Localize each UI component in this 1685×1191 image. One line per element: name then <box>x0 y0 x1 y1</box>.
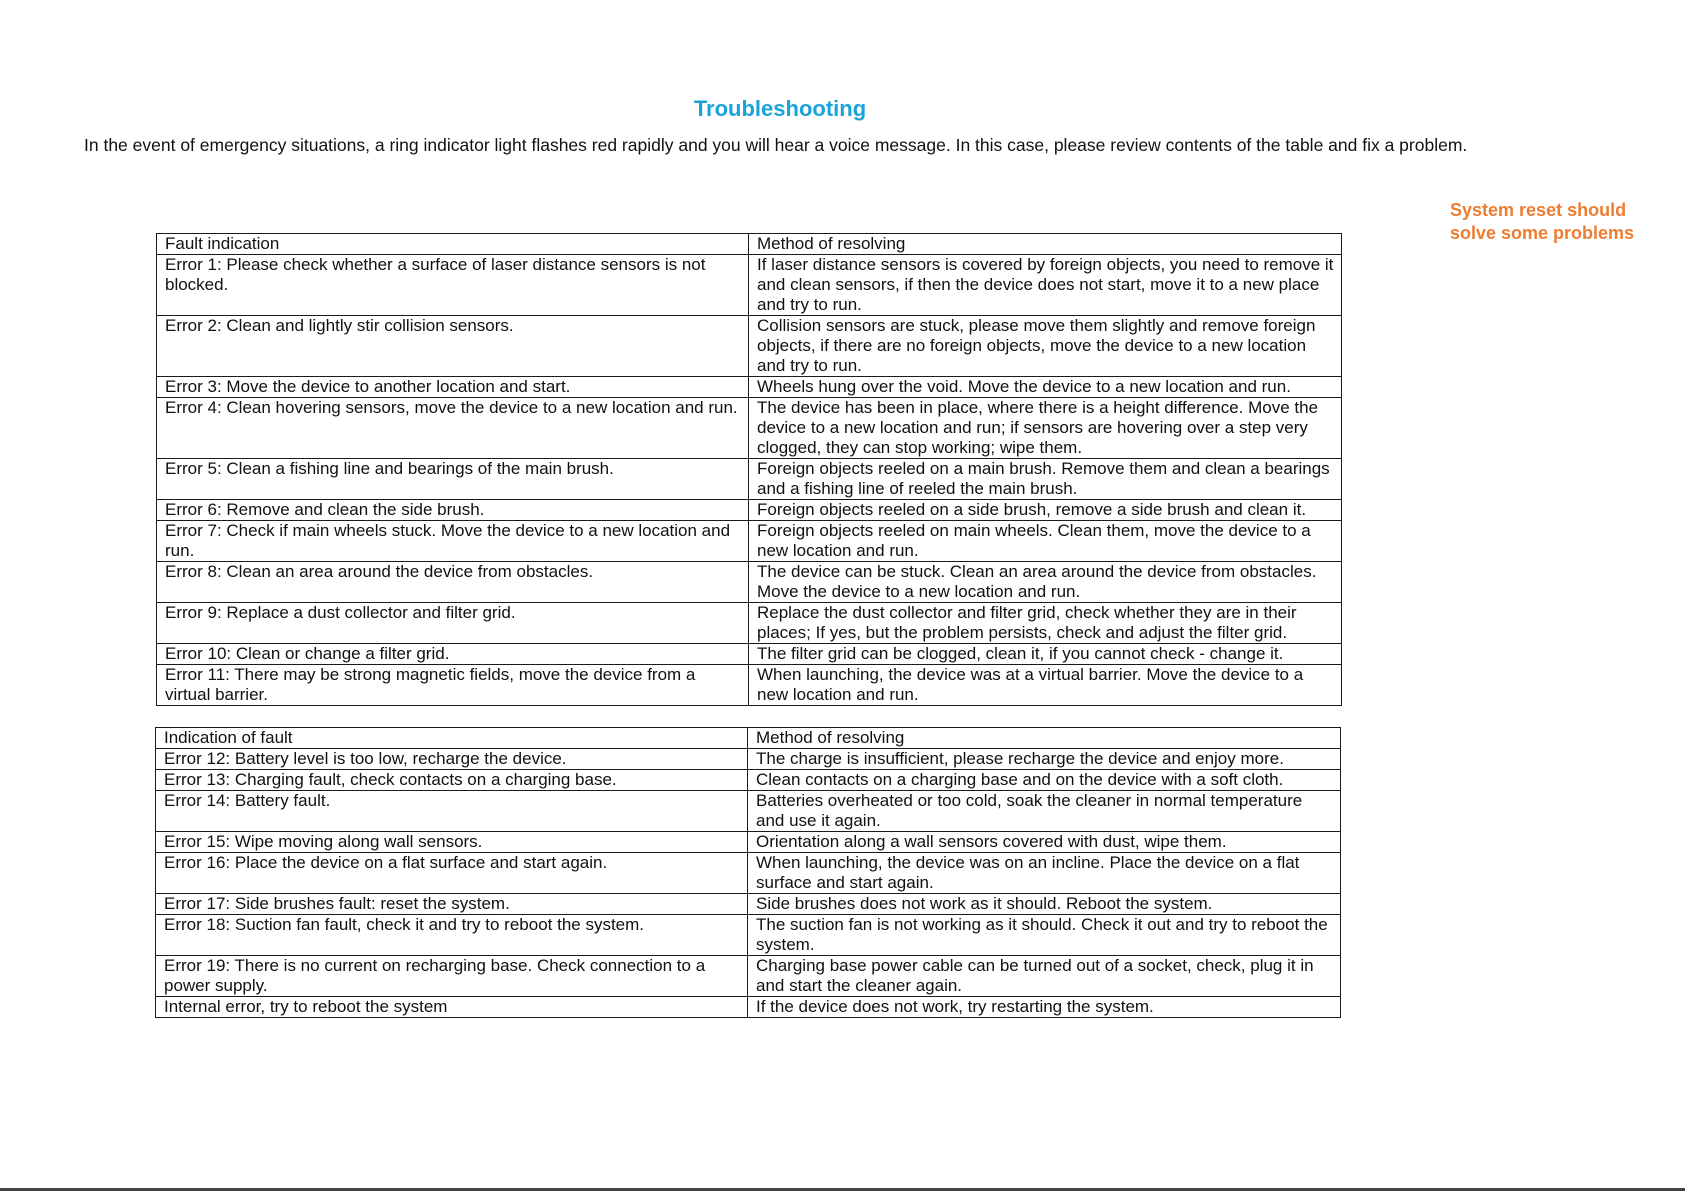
resolution-cell: The device can be stuck. Clean an area around the device from obstacles. Move the device to a new location and run. <box>749 562 1342 603</box>
fault-cell: Error 13: Charging fault, check contacts on a charging base. <box>156 770 748 791</box>
fault-cell: Error 4: Clean hovering sensors, move the device to a new location and run. <box>157 398 749 459</box>
resolution-cell: If laser distance sensors is covered by foreign objects, you need to remove it and clean sensors, if then the device does not start, move it to a new place and try to run. <box>749 255 1342 316</box>
resolution-cell: Charging base power cable can be turned out of a socket, check, plug it in and start the cleaner again. <box>748 956 1341 997</box>
resolution-cell: Foreign objects reeled on a main brush. Remove them and clean a bearings and a fishing line of reeled the main brush. <box>749 459 1342 500</box>
fault-cell: Error 7: Check if main wheels stuck. Move the device to a new location and run. <box>157 521 749 562</box>
page-title: Troubleshooting <box>693 96 867 121</box>
intro-paragraph: In the event of emergency situations, a ring indicator light flashes red rapidly and you will hear a voice message. In this case, please review contents of the table and fix a problem. <box>84 135 1468 155</box>
table-row <box>157 459 1342 500</box>
resolution-cell: The charge is insufficient, please recharge the device and enjoy more. <box>748 749 1341 770</box>
resolution-cell: The suction fan is not working as it should. Check it out and try to reboot the system. <box>748 915 1341 956</box>
column-header-resolution: Method of resolving <box>748 728 1341 749</box>
table-row <box>157 500 1342 521</box>
table-row <box>157 644 1342 665</box>
resolution-cell: Foreign objects reeled on a side brush, remove a side brush and clean it. <box>749 500 1342 521</box>
resolution-cell: Replace the dust collector and filter grid, check whether they are in their places; If yes, but the problem persists, check and adjust the filter grid. <box>749 603 1342 644</box>
table-row <box>157 603 1342 644</box>
table-row <box>157 562 1342 603</box>
fault-cell: Error 18: Suction fan fault, check it and try to reboot the system. <box>156 915 748 956</box>
table-row <box>157 521 1342 562</box>
resolution-cell: If the device does not work, try restarting the system. <box>748 997 1341 1018</box>
resolution-cell: Foreign objects reeled on main wheels. Clean them, move the device to a new location and run. <box>749 521 1342 562</box>
resolution-cell: The filter grid can be clogged, clean it, if you cannot check - change it. <box>749 644 1342 665</box>
fault-cell: Error 11: There may be strong magnetic fields, move the device from a virtual barrier. <box>157 665 749 706</box>
table-row <box>156 770 1341 791</box>
fault-cell: Error 1: Please check whether a surface of laser distance sensors is not blocked. <box>157 255 749 316</box>
fault-table-2 <box>155 727 1341 1018</box>
column-header-resolution: Method of resolving <box>749 234 1342 255</box>
table-row <box>156 894 1341 915</box>
fault-cell: Error 14: Battery fault. <box>156 791 748 832</box>
fault-cell: Error 17: Side brushes fault: reset the system. <box>156 894 748 915</box>
fault-cell: Error 6: Remove and clean the side brush. <box>157 500 749 521</box>
resolution-cell: Clean contacts on a charging base and on the device with a soft cloth. <box>748 770 1341 791</box>
table-row <box>156 956 1341 997</box>
table-header-row <box>156 728 1341 749</box>
column-header-fault: Indication of fault <box>156 728 748 749</box>
fault-cell: Error 2: Clean and lightly stir collision sensors. <box>157 316 749 377</box>
table-header-row <box>157 234 1342 255</box>
fault-table-1 <box>156 233 1342 706</box>
fault-cell: Error 3: Move the device to another location and start. <box>157 377 749 398</box>
fault-cell: Error 16: Place the device on a flat surface and start again. <box>156 853 748 894</box>
table-row <box>157 377 1342 398</box>
fault-cell: Error 10: Clean or change a filter grid. <box>157 644 749 665</box>
table-row <box>156 853 1341 894</box>
fault-cell: Internal error, try to reboot the system <box>156 997 748 1018</box>
resolution-cell: Wheels hung over the void. Move the device to a new location and run. <box>749 377 1342 398</box>
resolution-cell: The device has been in place, where there is a height difference. Move the device to a new location and run; if sensors are hovering over a step very clogged, they can stop working; wipe them. <box>749 398 1342 459</box>
side-note: System reset should solve some problems <box>1450 200 1635 243</box>
fault-cell: Error 9: Replace a dust collector and filter grid. <box>157 603 749 644</box>
table-row <box>156 915 1341 956</box>
fault-cell: Error 8: Clean an area around the device from obstacles. <box>157 562 749 603</box>
table-row <box>157 316 1342 377</box>
fault-cell: Error 15: Wipe moving along wall sensors. <box>156 832 748 853</box>
table-row <box>156 749 1341 770</box>
table-row <box>156 997 1341 1018</box>
fault-cell: Error 19: There is no current on recharging base. Check connection to a power supply. <box>156 956 748 997</box>
table-row <box>157 255 1342 316</box>
column-header-fault: Fault indication <box>157 234 749 255</box>
resolution-cell: Orientation along a wall sensors covered with dust, wipe them. <box>748 832 1341 853</box>
table-row <box>156 832 1341 853</box>
fault-cell: Error 12: Battery level is too low, recharge the device. <box>156 749 748 770</box>
resolution-cell: When launching, the device was at a virtual barrier. Move the device to a new location and run. <box>749 665 1342 706</box>
table-row <box>157 665 1342 706</box>
fault-cell: Error 5: Clean a fishing line and bearings of the main brush. <box>157 459 749 500</box>
table-row <box>157 398 1342 459</box>
table-row <box>156 791 1341 832</box>
resolution-cell: Batteries overheated or too cold, soak the cleaner in normal temperature and use it again. <box>748 791 1341 832</box>
resolution-cell: Side brushes does not work as it should. Reboot the system. <box>748 894 1341 915</box>
resolution-cell: When launching, the device was on an incline. Place the device on a flat surface and start again. <box>748 853 1341 894</box>
resolution-cell: Collision sensors are stuck, please move them slightly and remove foreign objects, if there are no foreign objects, move the device to a new location and try to run. <box>749 316 1342 377</box>
